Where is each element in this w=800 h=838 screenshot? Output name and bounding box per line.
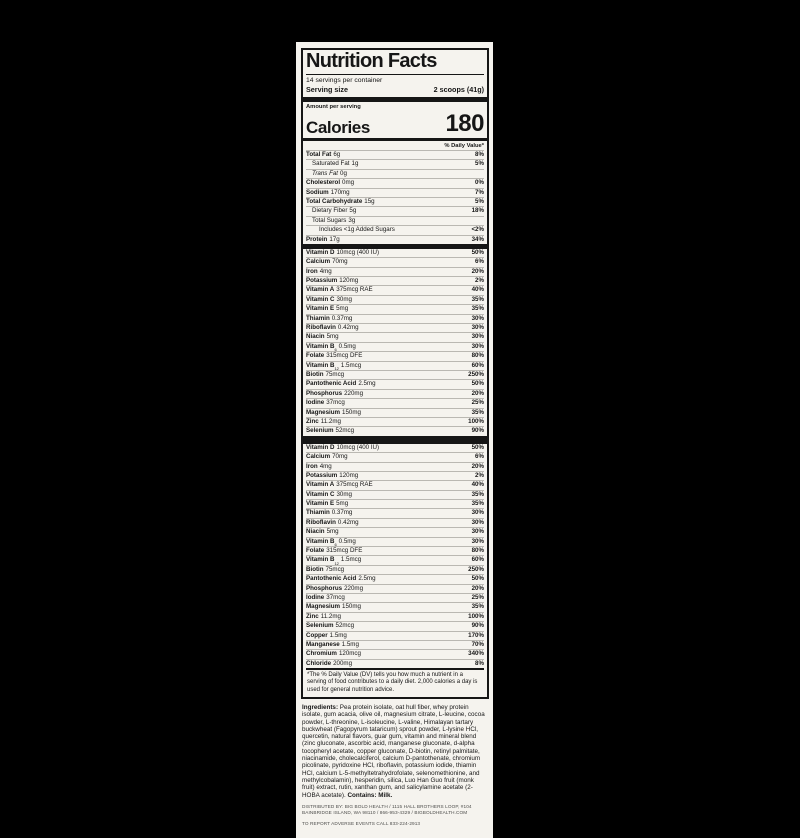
serving-size-label: Serving size (306, 85, 348, 94)
vitamin-daily-value: 35% (471, 305, 484, 313)
vitamin-amount: 1.5mg (341, 640, 359, 648)
vitamin-name: Vitamin C 30mg (306, 490, 352, 498)
vitamin-amount: 315mcg DFE (326, 352, 363, 360)
vitamin-row (306, 602, 484, 611)
distributor-line-2: BAINBRIDGE ISLAND, WA 98110 / 866-953-4329 / BIGBOLDHEALTH.COM (302, 809, 468, 815)
vitamin-row (306, 593, 484, 602)
vitamin-name: Magnesium 150mg (306, 408, 361, 416)
vitamin-name: Calcium 70mg (306, 258, 348, 266)
vitamin-amount: 30mg (336, 295, 352, 303)
vitamin-name: Potassium 120mg (306, 277, 359, 285)
nutrient-name: Total Fat 6g (306, 151, 341, 158)
serving-size-row (306, 85, 484, 97)
vitamin-daily-value: 30% (471, 314, 484, 322)
vitamin-daily-value: 40% (471, 286, 484, 294)
vitamin-amount: 150mg (342, 408, 361, 416)
vitamin-amount: 1.5mg (329, 631, 347, 639)
nutrient-name: Sodium 170mg (306, 188, 350, 196)
servings-per-container: 14 servings per container (306, 77, 383, 84)
vitamin-amount: 5mg (326, 333, 339, 341)
vitamin-daily-value: 30% (471, 518, 484, 526)
vitamin-name: Iodine 37mcg (306, 399, 345, 407)
nutrient-amount: 170mg (330, 188, 350, 196)
vitamin-daily-value: 30% (471, 509, 484, 517)
distributor-info (301, 804, 489, 816)
nutrient-daily-value: 7% (475, 188, 484, 196)
vitamin-amount: 30mg (336, 490, 352, 498)
vitamin-row (306, 452, 484, 461)
vitamin-amount: 70mg (332, 453, 348, 461)
vitamin-daily-value: 60% (471, 361, 484, 369)
vitamin-name: Vitamin C 30mg (306, 295, 352, 303)
vitamin-amount: 120mcg (338, 650, 361, 658)
vitamin-amount: 0.37mg (331, 314, 353, 322)
vitamin-daily-value: 35% (471, 408, 484, 416)
vitamin-row (306, 659, 484, 668)
vitamin-row (306, 518, 484, 527)
vitamin-row (306, 631, 484, 640)
nutrient-name: Saturated Fat 1g (312, 160, 359, 168)
distributor-line-1: DISTRIBUTED BY: BIG BOLD HEALTH / 1115 HALL BROTHERS LOOP, #104 (302, 803, 472, 809)
calories-label: Calories (306, 117, 370, 137)
nutrient-amount: 6g (333, 151, 341, 158)
vitamin-daily-value: 60% (471, 556, 484, 564)
vitamin-amount: 0.37mg (331, 509, 353, 517)
vitamin-row (306, 649, 484, 658)
amount-per-serving-label: Amount per serving (306, 103, 361, 110)
vitamin-daily-value: 100% (468, 417, 484, 425)
nutrient-row (306, 188, 484, 197)
nutrient-daily-value: 5% (475, 197, 484, 205)
vitamin-daily-value: 20% (471, 389, 484, 397)
vitamin-name: Pantothenic Acid 2.5mg (306, 575, 376, 583)
vitamin-daily-value: 50% (471, 248, 484, 256)
vitamin-daily-value: 100% (468, 612, 484, 620)
vitamin-name: Calcium 70mg (306, 453, 348, 461)
vitamin-name: Iron 4mg (306, 267, 332, 275)
vitamin-amount: 5mg (336, 500, 349, 508)
vitamin-row (306, 314, 484, 323)
vitamin-daily-value: 30% (471, 333, 484, 341)
vitamin-row (306, 379, 484, 388)
nutrient-row (306, 159, 484, 168)
vitamin-row (306, 408, 484, 417)
vitamin-amount: 4mg (319, 267, 332, 275)
nutrient-amount: 1g (351, 160, 359, 168)
vitamin-name: Selenium 52mcg (306, 427, 355, 435)
adverse-events-line: TO REPORT ADVERSE EVENTS CALL 833-224-2913 (302, 820, 421, 826)
vitamin-daily-value: 8% (475, 659, 484, 667)
vitamin-name-subscript: 6 (334, 347, 337, 353)
vitamin-name-subscript: 6 (334, 541, 337, 547)
vitamin-row (306, 398, 484, 407)
vitamin-name: Pantothenic Acid 2.5mg (306, 380, 376, 388)
nutrient-name: Dietary Fiber 5g (312, 207, 357, 215)
vitamin-row (306, 612, 484, 621)
vitamin-daily-value: 30% (471, 324, 484, 332)
vitamin-daily-value: 35% (471, 295, 484, 303)
nutrient-amount: 17g (329, 235, 340, 243)
nutrient-row (306, 216, 484, 225)
vitamin-daily-value: 20% (471, 267, 484, 275)
vitamin-amount: 0.42mg (337, 324, 359, 332)
vitamin-amount: 2.5mg (358, 575, 376, 583)
vitamin-name-subscript: 12 (334, 365, 339, 371)
vitamin-amount: 120mg (339, 277, 359, 285)
vitamin-row (306, 527, 484, 536)
ingredients-text: Pea protein isolate, oat hull fiber, whey protein isolate, gum acacia, olive oil, magnesium citrate, L-leucine, cocoa powder, L-threonine, L-isoleucine, L-valine, Himalayan tartary buckwheat (Fagopyrum tataricum) sprout powder, L-lysine HCl, quercetin, natural flavors, guar gum, vitamin and mineral blend (zinc gluconate, ascorbic acid, manganese gluconate, d-alpha tocopheryl acetate, copper gluconate, D-biotin, retinyl palmitate, niacinamide, cholecalciferol, calcium D-pantothenate, chromium picolinate, pyridoxine HCl, riboflavin, potassium iodide, thiamin HCl, calcium L-5-methyltetrahydrofolate, selenomethionine, and methylcobalamin), hesperidin, silica, Luo Han Guo fruit (monk fruit) extract, rutin, xanthan gum, and salicylamine acetate (2-HOBA acetate). (302, 703, 485, 799)
vitamin-daily-value: 90% (471, 622, 484, 630)
vitamin-name: Vitamin $B_6$ 0.5mg (306, 537, 356, 547)
vitamin-amount: 37mcg (326, 399, 345, 407)
vitamin-daily-value: 2% (475, 277, 484, 285)
vitamin-daily-value: 25% (471, 399, 484, 407)
vitamin-row (306, 249, 484, 257)
vitamin-amount: 315mcg DFE (326, 547, 363, 555)
vitamin-daily-value: 20% (471, 584, 484, 592)
vitamin-amount: 5mg (326, 528, 339, 536)
vitamin-name: Magnesium 150mg (306, 603, 361, 611)
nutrient-amount: 3g (348, 216, 356, 224)
nutrient-row (306, 150, 484, 159)
vitamin-daily-value: 340% (468, 650, 484, 658)
vitamin-amount: 375mcg RAE (336, 286, 373, 294)
vitamin-amount: 0.5mg (338, 342, 356, 350)
vitamin-row (306, 490, 484, 499)
vitamin-daily-value: 30% (471, 537, 484, 545)
vitamin-rows-section-1 (306, 249, 484, 436)
vitamin-name: Folate 315mcg DFE (306, 352, 363, 360)
vitamin-amount: 10mcg (400 IU) (336, 248, 380, 256)
vitamin-daily-value: 20% (471, 462, 484, 470)
vitamin-daily-value: 40% (471, 481, 484, 489)
vitamin-row (306, 462, 484, 471)
vitamin-row (306, 508, 484, 517)
nutrition-facts-box (301, 48, 489, 699)
nutrient-daily-value: <2% (471, 226, 484, 234)
vitamin-name: Riboflavin 0.42mg (306, 518, 359, 526)
vitamin-name: Copper 1.5mg (306, 631, 347, 639)
vitamin-name: Biotin 75mcg (306, 565, 345, 573)
vitamin-amount: 1.5mcg (340, 361, 362, 369)
vitamin-amount: 52mcg (335, 622, 355, 630)
nutrient-name: Total Carbohydrate 15g (306, 197, 375, 205)
vitamin-row (306, 351, 484, 360)
nutrient-row (306, 225, 484, 234)
vitamin-amount: 220mg (344, 389, 364, 397)
vitamin-daily-value: 70% (471, 640, 484, 648)
nutrition-label (296, 42, 493, 838)
vitamin-daily-value: 2% (475, 471, 484, 479)
vitamin-row (306, 574, 484, 583)
vitamin-row (306, 444, 484, 452)
nutrient-name: Total Sugars 3g (312, 216, 356, 224)
vitamin-name: Folate 315mcg DFE (306, 547, 363, 555)
vitamin-name: Iron 4mg (306, 462, 332, 470)
vitamin-name: Iodine 37mcg (306, 593, 345, 601)
nutrient-name: Cholesterol 0mg (306, 179, 355, 187)
vitamin-daily-value: 30% (471, 528, 484, 536)
nutrient-daily-value: 8% (475, 151, 484, 158)
vitamin-name: Chloride 200mg (306, 659, 353, 667)
vitamin-row (306, 323, 484, 332)
vitamin-row (306, 304, 484, 313)
vitamin-amount: 75mcg (325, 565, 345, 573)
vitamin-rows-section-2 (306, 444, 484, 668)
vitamin-row (306, 621, 484, 630)
vitamin-amount: 2.5mg (358, 380, 376, 388)
vitamin-row (306, 389, 484, 398)
vitamin-amount: 1.5mcg (340, 556, 362, 564)
vitamin-name-subscript: 12 (334, 560, 339, 566)
vitamin-amount: 220mg (344, 584, 364, 592)
vitamin-daily-value: 90% (471, 427, 484, 435)
vitamin-name: Vitamin E 5mg (306, 500, 349, 508)
vitamin-row (306, 555, 484, 564)
vitamin-name: Vitamin $B_6$ 0.5mg (306, 342, 356, 353)
vitamin-daily-value: 80% (471, 352, 484, 360)
vitamin-row (306, 257, 484, 266)
vitamin-row (306, 565, 484, 574)
vitamin-row (306, 361, 484, 370)
vitamin-daily-value: 6% (475, 258, 484, 266)
vitamin-amount: 52mcg (335, 427, 355, 435)
nutrient-row (306, 169, 484, 178)
vitamin-daily-value: 35% (471, 500, 484, 508)
contains-statement: Contains: Milk. (347, 791, 393, 799)
vitamin-daily-value: 170% (468, 631, 484, 639)
vitamin-row (306, 640, 484, 649)
vitamin-name: Vitamin A 375mcg RAE (306, 481, 373, 489)
vitamin-name: Niacin 5mg (306, 333, 339, 341)
nutrient-row (306, 197, 484, 206)
nutrient-daily-value: 34% (471, 235, 484, 243)
vitamin-row (306, 426, 484, 435)
vitamin-name: Thiamin 0.37mg (306, 314, 353, 322)
vitamin-daily-value: 6% (475, 453, 484, 461)
vitamin-row (306, 417, 484, 426)
vitamin-name: Phosphorus 220mg (306, 389, 364, 397)
vitamin-row (306, 537, 484, 546)
vitamin-daily-value: 250% (468, 370, 484, 378)
vitamin-row (306, 276, 484, 285)
nutrition-facts-title: Nutrition Facts (306, 50, 484, 75)
vitamin-amount: 0.42mg (337, 518, 359, 526)
section-divider-bar (303, 436, 487, 444)
vitamin-amount: 0.5mg (338, 537, 356, 545)
vitamin-row (306, 295, 484, 304)
daily-value-header: % Daily Value* (444, 142, 484, 149)
ingredients-paragraph (301, 704, 489, 799)
vitamin-row (306, 499, 484, 508)
vitamin-daily-value: 80% (471, 547, 484, 555)
vitamin-name: Phosphorus 220mg (306, 584, 364, 592)
nutrient-name: Trans Fat 0g (312, 169, 347, 177)
ingredients-label: Ingredients: (302, 703, 339, 711)
nutrient-daily-value: 5% (475, 160, 484, 168)
vitamin-name: Vitamin E 5mg (306, 305, 349, 313)
vitamin-name: Potassium 120mg (306, 471, 359, 479)
vitamin-row (306, 342, 484, 351)
calories-row (306, 111, 484, 138)
vitamin-daily-value: 25% (471, 593, 484, 601)
vitamin-name: Selenium 52mcg (306, 622, 355, 630)
vitamin-name: Vitamin $B_{12}$ 1.5mcg (306, 556, 362, 566)
vitamin-amount: 150mg (342, 603, 361, 611)
vitamin-name: Thiamin 0.37mg (306, 509, 353, 517)
nutrient-amount: 5g (349, 207, 357, 215)
vitamin-daily-value: 35% (471, 490, 484, 498)
vitamin-row (306, 546, 484, 555)
vitamin-amount: 5mg (336, 305, 349, 313)
vitamin-row (306, 267, 484, 276)
vitamin-row (306, 370, 484, 379)
vitamin-daily-value: 30% (471, 342, 484, 350)
nutrient-name: Includes <1g Added Sugars (319, 226, 395, 234)
vitamin-amount: 11.2mg (320, 612, 341, 620)
vitamin-name: Riboflavin 0.42mg (306, 324, 359, 332)
vitamin-row (306, 480, 484, 489)
vitamin-amount: 375mcg RAE (336, 481, 373, 489)
vitamin-row (306, 471, 484, 480)
vitamin-name: Vitamin D 10mcg (400 IU) (306, 443, 380, 451)
vitamin-daily-value: 50% (471, 443, 484, 451)
nutrient-row (306, 178, 484, 187)
daily-value-footnote: *The % Daily Value (DV) tells you how much a nutrient in a serving of food contributes to a daily diet. 2,000 calories a day is used for general nutrition advice. (306, 668, 484, 697)
vitamin-daily-value: 50% (471, 575, 484, 583)
vitamin-row (306, 584, 484, 593)
vitamin-daily-value: 35% (471, 603, 484, 611)
nutrient-name: Protein 17g (306, 235, 340, 243)
serving-size-value: 2 scoops (41g) (433, 85, 484, 94)
nutrient-row (306, 235, 484, 244)
vitamin-name: Vitamin A 375mcg RAE (306, 286, 373, 294)
vitamin-name: Zinc 11.2mg (306, 417, 341, 425)
vitamin-row (306, 332, 484, 341)
nutrient-rows (306, 150, 484, 244)
vitamin-amount: 120mg (339, 471, 359, 479)
calories-value: 180 (445, 109, 484, 137)
vitamin-name: Niacin 5mg (306, 528, 339, 536)
vitamin-name: Vitamin $B_{12}$ 1.5mcg (306, 361, 362, 371)
nutrient-row (306, 206, 484, 215)
vitamin-row (306, 285, 484, 294)
vitamin-amount: 70mg (332, 258, 348, 266)
vitamin-daily-value: 50% (471, 380, 484, 388)
vitamin-daily-value: 250% (468, 565, 484, 573)
vitamin-amount: 10mcg (400 IU) (336, 443, 380, 451)
vitamin-name: Zinc 11.2mg (306, 612, 341, 620)
vitamin-name: Chromium 120mcg (306, 650, 361, 658)
vitamin-amount: 37mcg (326, 593, 345, 601)
nutrient-amount: 0mg (342, 179, 355, 187)
vitamin-amount: 4mg (319, 462, 332, 470)
vitamin-amount: 75mcg (325, 370, 345, 378)
nutrient-daily-value: 0% (475, 179, 484, 187)
nutrient-amount: 0g (340, 169, 347, 177)
nutrient-amount: 15g (364, 197, 375, 205)
vitamin-name: Biotin 75mcg (306, 370, 345, 378)
vitamin-name: Manganese 1.5mg (306, 640, 359, 648)
nutrient-daily-value: 18% (471, 207, 484, 215)
vitamin-name: Vitamin D 10mcg (400 IU) (306, 248, 380, 256)
vitamin-amount: 11.2mg (320, 417, 341, 425)
vitamin-amount: 200mg (333, 659, 353, 667)
